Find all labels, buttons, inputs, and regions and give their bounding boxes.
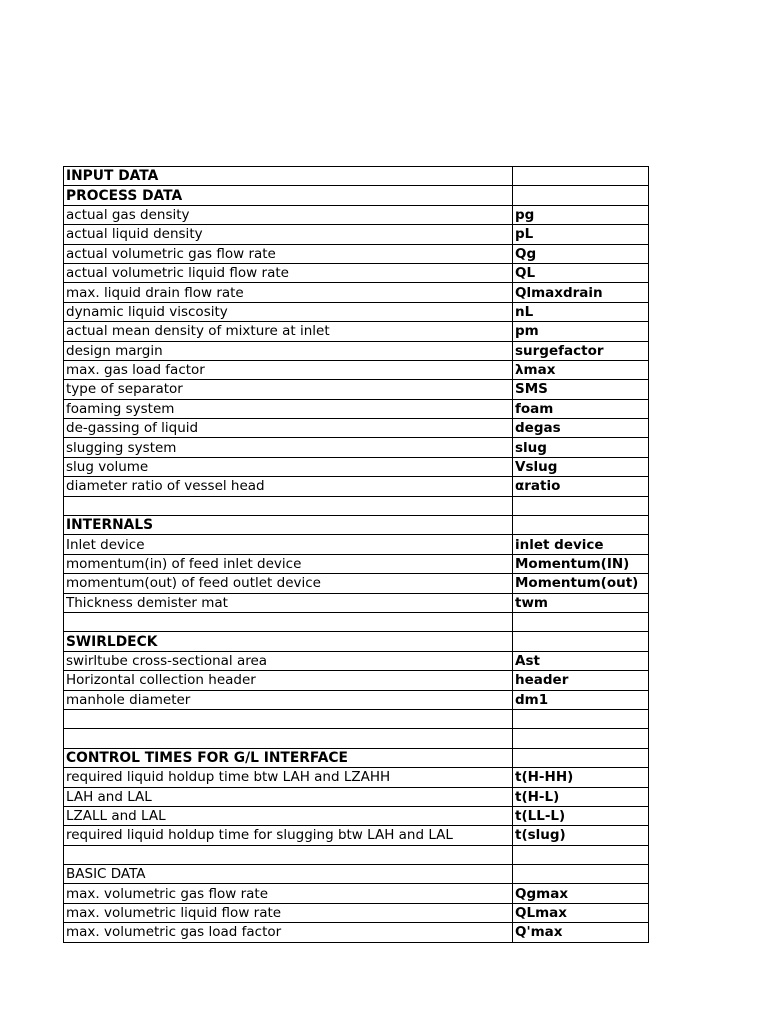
parameter-label-cell: actual gas density — [64, 205, 513, 224]
table-row — [64, 496, 649, 515]
parameter-label-cell: max. liquid drain flow rate — [64, 283, 513, 302]
table-row — [64, 690, 649, 709]
parameter-symbol-cell: αratio — [513, 477, 649, 496]
table-row — [64, 845, 649, 864]
parameter-symbol-cell — [513, 748, 649, 767]
table-row — [64, 535, 649, 554]
table-row — [64, 865, 649, 884]
parameter-symbol-cell: Qlmaxdrain — [513, 283, 649, 302]
parameter-symbol-cell: pL — [513, 225, 649, 244]
table-row — [64, 632, 649, 651]
table-row — [64, 554, 649, 573]
parameter-label-cell: required liquid holdup time for slugging btw LAH and LAL — [64, 826, 513, 845]
parameter-symbol-cell: t(slug) — [513, 826, 649, 845]
parameter-label-cell: max. volumetric gas load factor — [64, 923, 513, 942]
parameter-symbol-cell — [513, 516, 649, 535]
table-row — [64, 671, 649, 690]
parameter-symbol-cell: degas — [513, 419, 649, 438]
parameter-label-cell: required liquid holdup time btw LAH and LZAHH — [64, 768, 513, 787]
parameter-label-cell: foaming system — [64, 399, 513, 418]
table-row — [64, 205, 649, 224]
table-row — [64, 302, 649, 321]
table-row — [64, 748, 649, 767]
parameter-symbol-cell — [513, 865, 649, 884]
parameter-label-cell: actual volumetric gas flow rate — [64, 244, 513, 263]
table-row — [64, 244, 649, 263]
parameter-symbol-cell: Momentum(out) — [513, 574, 649, 593]
parameter-label-cell: type of separator — [64, 380, 513, 399]
parameter-symbol-cell: Q'max — [513, 923, 649, 942]
parameter-symbol-cell: Momentum(IN) — [513, 554, 649, 573]
parameter-symbol-cell: Qgmax — [513, 884, 649, 903]
parameter-symbol-cell: twm — [513, 593, 649, 612]
parameter-label-cell: de-gassing of liquid — [64, 419, 513, 438]
parameter-label-cell: max. gas load factor — [64, 360, 513, 379]
parameter-label-cell: Horizontal collection header — [64, 671, 513, 690]
parameter-label-cell: INPUT DATA — [64, 167, 513, 186]
parameter-symbol-cell: t(H-L) — [513, 787, 649, 806]
table-row — [64, 729, 649, 748]
parameter-symbol-cell: dm1 — [513, 690, 649, 709]
parameter-symbol-cell — [513, 632, 649, 651]
table-row — [64, 322, 649, 341]
parameter-symbol-cell: pm — [513, 322, 649, 341]
table-row — [64, 593, 649, 612]
table-row — [64, 923, 649, 942]
parameter-symbol-cell — [513, 709, 649, 728]
parameter-label-cell: BASIC DATA — [64, 865, 513, 884]
input-data-table — [63, 166, 649, 943]
parameter-symbol-cell — [513, 167, 649, 186]
parameter-label-cell: INTERNALS — [64, 516, 513, 535]
table-row — [64, 903, 649, 922]
table-row — [64, 787, 649, 806]
table-row — [64, 457, 649, 476]
table-row — [64, 516, 649, 535]
table-row — [64, 167, 649, 186]
parameter-label-cell: manhole diameter — [64, 690, 513, 709]
table-row — [64, 768, 649, 787]
table-row — [64, 826, 649, 845]
parameter-label-cell — [64, 729, 513, 748]
parameter-symbol-cell: t(LL-L) — [513, 806, 649, 825]
table-row — [64, 612, 649, 631]
parameter-symbol-cell: surgefactor — [513, 341, 649, 360]
parameter-label-cell — [64, 496, 513, 515]
parameter-label-cell: actual mean density of mixture at inlet — [64, 322, 513, 341]
table-body — [64, 167, 649, 943]
parameter-label-cell: Thickness demister mat — [64, 593, 513, 612]
table-row — [64, 283, 649, 302]
parameter-label-cell: dynamic liquid viscosity — [64, 302, 513, 321]
parameter-label-cell: max. volumetric liquid flow rate — [64, 903, 513, 922]
parameter-symbol-cell — [513, 845, 649, 864]
parameter-symbol-cell: foam — [513, 399, 649, 418]
parameter-symbol-cell: header — [513, 671, 649, 690]
parameter-symbol-cell: Ast — [513, 651, 649, 670]
table-row — [64, 380, 649, 399]
parameter-symbol-cell — [513, 729, 649, 748]
parameter-label-cell: Inlet device — [64, 535, 513, 554]
parameter-symbol-cell — [513, 186, 649, 205]
parameter-label-cell: LAH and LAL — [64, 787, 513, 806]
table-row — [64, 574, 649, 593]
parameter-label-cell: design margin — [64, 341, 513, 360]
parameter-symbol-cell: nL — [513, 302, 649, 321]
table-row — [64, 651, 649, 670]
table-row — [64, 360, 649, 379]
table-row — [64, 399, 649, 418]
table-row — [64, 341, 649, 360]
parameter-symbol-cell — [513, 612, 649, 631]
parameter-symbol-cell: pg — [513, 205, 649, 224]
parameter-symbol-cell: QLmax — [513, 903, 649, 922]
parameter-label-cell: diameter ratio of vessel head — [64, 477, 513, 496]
parameter-label-cell: actual volumetric liquid flow rate — [64, 263, 513, 282]
parameter-symbol-cell: SMS — [513, 380, 649, 399]
parameter-label-cell: max. volumetric gas flow rate — [64, 884, 513, 903]
parameter-label-cell — [64, 845, 513, 864]
parameter-symbol-cell: QL — [513, 263, 649, 282]
parameter-label-cell: LZALL and LAL — [64, 806, 513, 825]
parameter-label-cell: slugging system — [64, 438, 513, 457]
parameter-symbol-cell: slug — [513, 438, 649, 457]
parameter-label-cell: PROCESS DATA — [64, 186, 513, 205]
parameter-label-cell: momentum(in) of feed inlet device — [64, 554, 513, 573]
parameter-label-cell: slug volume — [64, 457, 513, 476]
table-row — [64, 186, 649, 205]
table-row — [64, 709, 649, 728]
table-row — [64, 419, 649, 438]
parameter-label-cell: actual liquid density — [64, 225, 513, 244]
parameter-label-cell: SWIRLDECK — [64, 632, 513, 651]
table-row — [64, 263, 649, 282]
parameter-symbol-cell: λmax — [513, 360, 649, 379]
parameter-symbol-cell: t(H-HH) — [513, 768, 649, 787]
table-row — [64, 884, 649, 903]
parameter-label-cell — [64, 612, 513, 631]
table-row — [64, 225, 649, 244]
parameter-label-cell: swirltube cross-sectional area — [64, 651, 513, 670]
parameter-symbol-cell: Vslug — [513, 457, 649, 476]
table-row — [64, 438, 649, 457]
parameter-symbol-cell — [513, 496, 649, 515]
parameter-symbol-cell: Qg — [513, 244, 649, 263]
table-row — [64, 477, 649, 496]
parameter-label-cell — [64, 709, 513, 728]
parameter-label-cell: CONTROL TIMES FOR G/L INTERFACE — [64, 748, 513, 767]
table-row — [64, 806, 649, 825]
parameter-label-cell: momentum(out) of feed outlet device — [64, 574, 513, 593]
parameter-symbol-cell: inlet device — [513, 535, 649, 554]
